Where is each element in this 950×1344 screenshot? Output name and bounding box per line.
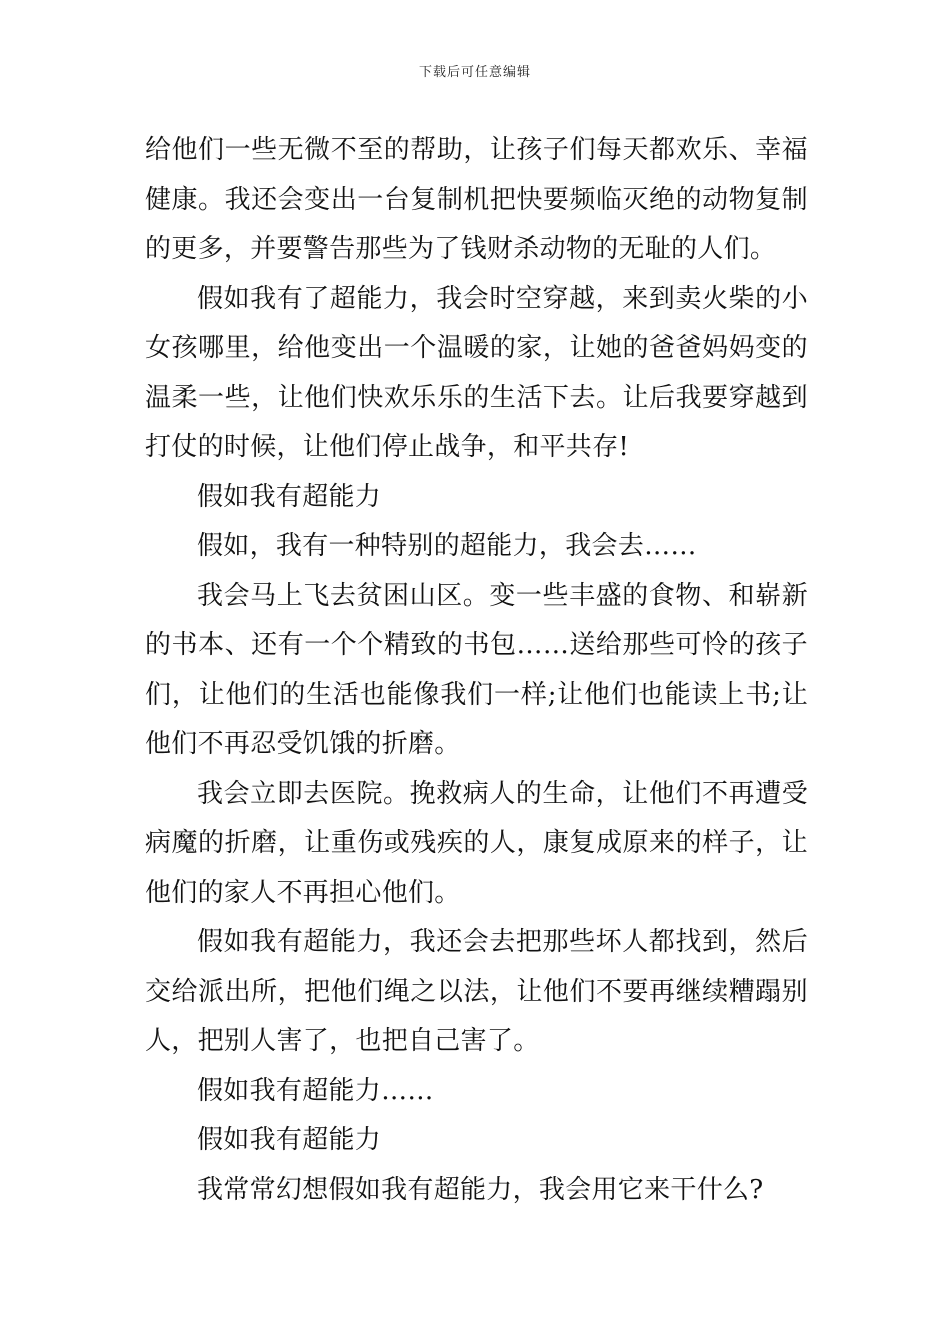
paragraph: 假如我有了超能力，我会时空穿越，来到卖火柴的小女孩哪里，给他变出一个温暖的家，让她的爸爸妈妈变的温柔一些，让他们快欢乐乐的生活下去。让后我要穿越到打仗的时候，让他们停止战争，和平共存! bbox=[145, 283, 808, 462]
paragraph: 假如我有超能力，我还会去把那些坏人都找到，然后交给派出所，把他们绳之以法，让他们不要再继续糟蹋别人，把别人害了，也把自己害了。 bbox=[145, 927, 808, 1056]
paragraph-continuation: 给他们一些无微不至的帮助，让孩子们每天都欢乐、幸福健康。我还会变出一台复制机把快要频临灭绝的动物复制的更多，并要警告那些为了钱财杀动物的无耻的人们。 bbox=[145, 135, 808, 264]
section-title: 假如我有超能力 bbox=[197, 1125, 382, 1155]
page-header: 下载后可任意编辑 bbox=[418, 65, 531, 80]
document-body bbox=[145, 126, 808, 1215]
paragraph: 我常常幻想假如我有超能力，我会用它来干什么? bbox=[197, 1174, 764, 1205]
paragraph: 假如，我有一种特别的超能力，我会去…… bbox=[197, 531, 697, 561]
paragraph: 我会马上飞去贫困山区。变一些丰盛的食物、和崭新的书本、还有一个个精致的书包……送给那些可怜的孩子们，让他们的生活也能像我们一样;让他们也能读上书;让他们不再忍受饥饿的折磨。 bbox=[145, 580, 808, 759]
paragraph: 我会立即去医院。挽救病人的生命，让他们不再遭受病魔的折磨，让重伤或残疾的人，康复成原来的样子，让他们的家人不再担心他们。 bbox=[145, 778, 808, 908]
paragraph: 假如我有超能力…… bbox=[197, 1075, 434, 1106]
section-title: 假如我有超能力 bbox=[197, 481, 382, 512]
